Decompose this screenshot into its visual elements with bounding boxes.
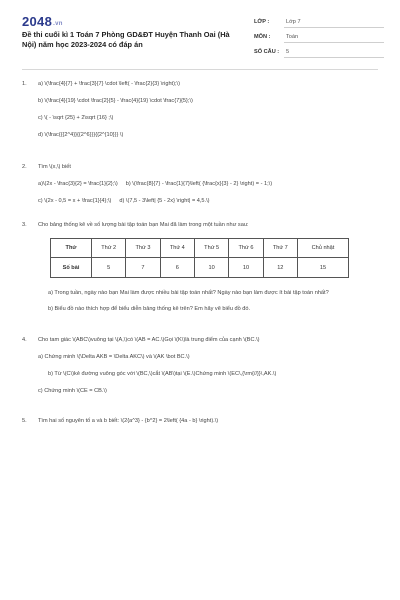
meta-subject-row — [254, 31, 384, 43]
table-cell: 5 — [92, 258, 126, 278]
question-4-part-a: a) Chứng minh \(\Delta AKB = \Delta AKC\) và \(AK \bot BC.\) — [38, 354, 190, 360]
meta-subject-label: MÔN : — [254, 34, 271, 40]
question-1-part-d: d) \(\frac{{{2^4}}{{2^6}}}{{2^{10}}} \) — [38, 132, 124, 138]
question-2-row-ab — [22, 180, 378, 188]
table-cell: 12 — [263, 258, 297, 278]
table-header-cell: Thứ 2 — [92, 239, 126, 258]
meta-count-row — [254, 46, 384, 58]
table-cell: 6 — [160, 258, 194, 278]
question-4-part-b: b) Từ \(C\)kẻ đường vuông góc với \(BC,\)cắt \(AB\)tại \(E.\)Chứng minh \(EC\,{\rm{//}}\,AK.\) — [48, 371, 277, 377]
table-cell: 10 — [229, 258, 263, 278]
meta-count-label: SỐ CÂU : — [254, 49, 280, 55]
question-4-part-c: c) Chứng minh \(CE = CB.\) — [38, 388, 107, 394]
logo-text: 2048 — [22, 14, 53, 29]
question-5 — [22, 417, 378, 425]
table-cell: 10 — [194, 258, 228, 278]
question-2 — [22, 163, 378, 171]
question-4 — [22, 336, 378, 344]
question-1-part-a: a) \(\frac{4}{7} + \frac{3}{7} \cdot \left( - \frac{2}{3} \right);\) — [38, 81, 180, 87]
question-2-row-cd — [22, 197, 378, 205]
question-2-part-c: c) \(2x - 0,5 = x + \frac{1}{4};\) — [38, 198, 112, 204]
meta-count-value: 5 — [284, 47, 384, 58]
logo-suffix: .vn — [53, 21, 63, 27]
question-2-part-b: b) \(\frac{8}{7} - \frac{1}{7}\left( {\frac{x}{3} - 2} \right) = - 1;\) — [125, 181, 273, 187]
question-number: 1. — [22, 81, 27, 87]
question-3-part-a: a) Trong tuần, ngày nào bạn Mai làm được nhiều bài tập toán nhất? Ngày nào bạn làm được ít bài tập toán nhất? — [48, 290, 329, 296]
exam-content — [22, 80, 378, 425]
question-4-intro: Cho tam giác \(ABC\)vuông tại \(A,\)có \(AB = AC.\)Gọi \(K\)là trung điểm của cạnh \(BC.\) — [38, 337, 260, 343]
table-cell: 15 — [297, 258, 348, 278]
question-1 — [22, 80, 378, 139]
header-divider — [22, 69, 378, 70]
document-meta — [254, 16, 384, 61]
question-number: 5. — [22, 418, 27, 424]
meta-subject-value: Toán — [284, 32, 384, 43]
question-1-part-c: c) \( - \sqrt {25} + 2\sqrt {16} ;\) — [38, 115, 114, 121]
question-2-intro: Tìm \(x,\) biết — [38, 164, 71, 170]
question-1-part-b: b) \(\frac{4}{19} \cdot \frac{2}{5} - \frac{4}{19} \cdot \frac{7}{5};\) — [38, 98, 193, 104]
table-header-cell: Thứ 6 — [229, 239, 263, 258]
table-header-cell: Thứ 4 — [160, 239, 194, 258]
table-header-row — [51, 239, 349, 258]
question-3-intro: Cho bảng thống kê về số lượng bài tập toán bạn Mai đã làm trong một tuần như sau: — [38, 222, 249, 228]
table-header-cell: Chủ nhật — [297, 239, 348, 258]
site-logo[interactable] — [22, 14, 63, 29]
homework-stats-table — [50, 238, 349, 278]
meta-class-value: Lớp 7 — [284, 17, 384, 28]
question-number: 3. — [22, 222, 27, 228]
table-header-cell: Thứ 3 — [126, 239, 160, 258]
question-3-part-b: b) Biểu đồ nào thích hợp để biểu diễn bảng thống kê trên? Em hãy vẽ biểu đồ đó. — [48, 306, 251, 312]
question-3 — [22, 221, 378, 229]
table-cell: 7 — [126, 258, 160, 278]
table-row-label: Số bài — [51, 258, 92, 278]
question-2-part-d: d) \(7,5 - 3\left| {5 - 2x} \right| = 4,5.\) — [119, 198, 210, 204]
question-5-text: Tìm hai số nguyên tố a và b biết: \(2{a^3} - {b^2} = 2\left( {4a - b} \right).\) — [38, 418, 219, 424]
meta-class-label: LỚP : — [254, 19, 270, 25]
document-title: Đề thi cuối kì 1 Toán 7 Phòng GD&ĐT Huyện Thanh Oai (Hà Nội) năm học 2023-2024 có đáp án — [22, 30, 230, 49]
table-header-cell: Thứ 7 — [263, 239, 297, 258]
question-number: 4. — [22, 337, 27, 343]
question-1-parts — [38, 80, 378, 139]
question-2-part-a: a)\(2x - \frac{3}{2} = \frac{1}{2};\) — [38, 181, 118, 187]
table-header-cell: Thứ 5 — [194, 239, 228, 258]
question-number: 2. — [22, 164, 27, 170]
table-header-label: Thứ — [51, 239, 92, 258]
meta-class-row — [254, 16, 384, 28]
table-row — [51, 258, 349, 278]
